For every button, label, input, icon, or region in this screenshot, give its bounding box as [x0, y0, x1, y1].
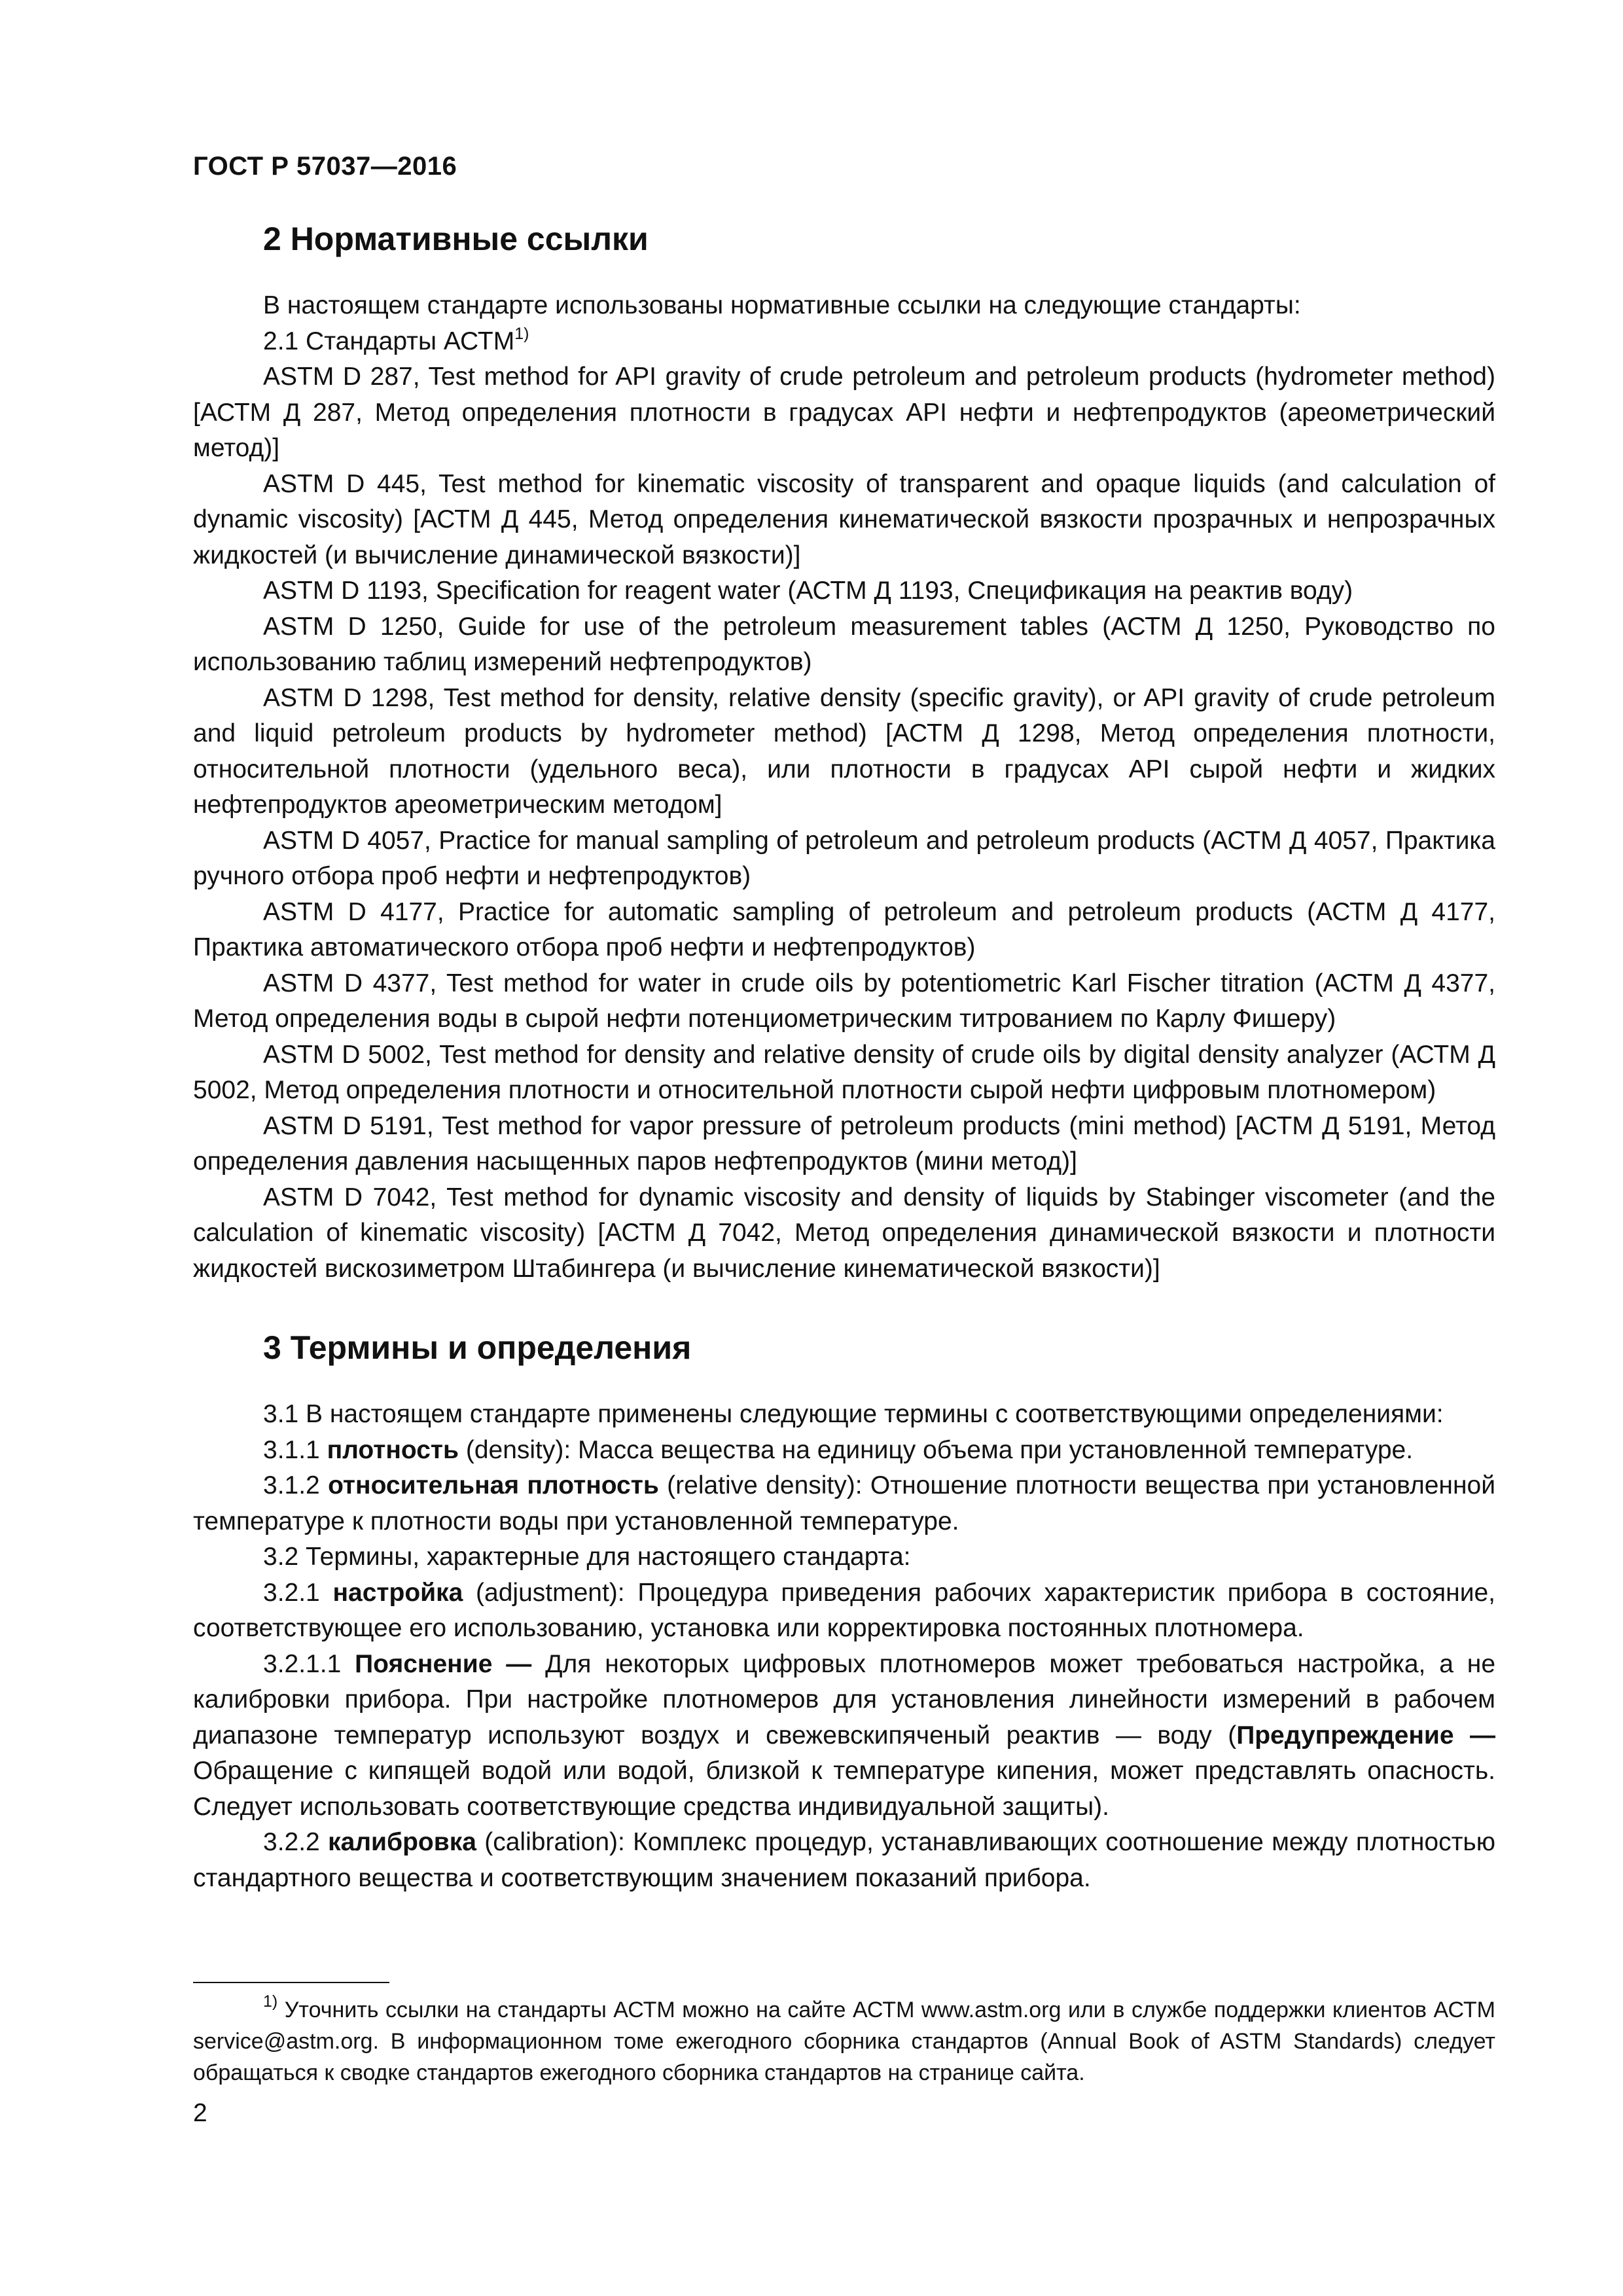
- footnote-text: Уточнить ссылки на стандарты АСТМ можно на сайте АСТМ www.astm.org или в службе поддержки клиентов АСТМ service@astm.org. В информационном томе ежегодного сборника стандартов (Annual Book of ASTM Standards) следует обращаться к сводке стандартов ежегодного сборника стандартов на странице сайта.: [193, 1998, 1495, 2085]
- clause-3-1: 3.1 В настоящем стандарте применены следующие термины с соответствующими определениями:: [263, 1400, 1444, 1428]
- reference-item: ASTM D 287, Test method for API gravity of crude petroleum and petroleum products (hydrometer method) [АСТМ Д 287, Метод определения плотности в градусах API нефти и нефтепродуктов (ареометрический метод)]: [193, 363, 1495, 462]
- clause-number: 3.2.1.1: [263, 1649, 342, 1678]
- definition: (density): Масса вещества на единицу объема при установленной температуре.: [459, 1435, 1414, 1464]
- definition: (calibration): Комплекс процедур, устанавливающих соотношение между плотностью стандартного вещества и соответствующим значением показаний прибора.: [193, 1828, 1495, 1892]
- page-content: [193, 216, 1495, 1896]
- reference-item: ASTM D 4377, Test method for water in crude oils by potentiometric Karl Fischer titration (АСТМ Д 4377, Метод определения воды в сырой нефти потенциометрическим титрованием по Карлу Фишеру): [193, 969, 1495, 1033]
- note-label: Пояснение —: [355, 1649, 532, 1678]
- clause-number: 3.1.2: [263, 1471, 320, 1499]
- clause-3-1-2: [193, 1468, 1495, 1539]
- clause-3-1-1: [193, 1433, 1495, 1469]
- reference-item: ASTM D 4177, Practice for automatic sampling of petroleum and petroleum products (АСТМ Д 4177, Практика автоматического отбора проб нефти и нефтепродуктов): [193, 897, 1495, 961]
- reference-item: ASTM D 4057, Practice for manual sampling of petroleum and petroleum products (АСТМ Д 4057, Практика ручного отбора проб нефти и нефтепродуктов): [193, 826, 1495, 890]
- reference-item: ASTM D 7042, Test method for dynamic viscosity and density of liquids by Stabinger viscometer (and the calculation of kinematic viscosity) [АСТМ Д 7042, Метод определения динамической вязкости и плотности жидкостей вискозиметром Штабингера (и вычисление кинематической вязкости)]: [193, 1183, 1495, 1283]
- clause-3-2-2: [193, 1825, 1495, 1896]
- footnote-divider: [193, 1982, 389, 1983]
- term: калибровка: [328, 1828, 476, 1856]
- clause-3-2-1: [193, 1575, 1495, 1647]
- reference-item: ASTM D 1250, Guide for use of the petroleum measurement tables (АСТМ Д 1250, Руководство по использованию таблиц измерений нефтепродуктов): [193, 612, 1495, 676]
- subsection-2-1: [193, 324, 1495, 360]
- subsection-2-1-label: 2.1 Стандарты АСТМ: [263, 327, 515, 355]
- definition: (adjustment): Процедура приведения рабочих характеристик прибора в состояние, соответствующее его использованию, установка или корректировка постоянных плотномера.: [193, 1578, 1496, 1642]
- section-2-heading: 2 Нормативные ссылки: [263, 221, 649, 257]
- clause-number: 3.2.2: [263, 1828, 320, 1856]
- reference-item: ASTM D 5002, Test method for density and relative density of crude oils by digital density analyzer (АСТМ Д 5002, Метод определения плотности и относительной плотности сырой нефти цифровым плотномером): [193, 1040, 1495, 1104]
- definition: (relative density): Отношение плотности вещества при установленной температуре к плотности воды при установленной температуре.: [193, 1471, 1495, 1535]
- section-2-intro: В настоящем стандарте использованы нормативные ссылки на следующие стандарты:: [263, 291, 1301, 319]
- footnote-reference: 1): [514, 324, 529, 343]
- reference-item: ASTM D 1193, Specification for reagent water (АСТМ Д 1193, Спецификация на реактив воду): [263, 577, 1353, 605]
- reference-item: ASTM D 5191, Test method for vapor pressure of petroleum products (mini method) [АСТМ Д 5191, Метод определения давления насыщенных паров нефтепродуктов (мини метод)]: [193, 1111, 1495, 1175]
- clause-number: 3.2.1: [263, 1578, 320, 1607]
- reference-item: ASTM D 1298, Test method for density, relative density (specific gravity), or API gravity of crude petroleum and liquid petroleum products by hydrometer method) [АСТМ Д 1298, Метод определения плотности, относительной плотности (удельного веса), или плотности в градусах API сырой нефти и жидких нефтепродуктов ареометрическим методом]: [193, 683, 1495, 819]
- clause-number: 3.1.1: [263, 1435, 320, 1464]
- warning-label: Предупреждение —: [1236, 1721, 1495, 1749]
- term: плотность: [327, 1435, 459, 1464]
- clause-3-2-1-1: [193, 1647, 1495, 1825]
- reference-item: ASTM D 445, Test method for kinematic viscosity of transparent and opaque liquids (and calculation of dynamic viscosity) [АСТМ Д 445, Метод определения кинематической вязкости прозрачных и непрозрачных жидкостей (и вычисление динамической вязкости)]: [193, 469, 1495, 569]
- footnote: [193, 1994, 1495, 2089]
- footnote-mark: 1): [263, 1992, 278, 2011]
- page-number: 2: [193, 2099, 207, 2127]
- warning-text: Обращение с кипящей водой или водой, близкой к температуре кипения, может представлять опасность. Следует использовать соответствующие средства индивидуальной защиты).: [193, 1757, 1495, 1821]
- note-text: Для некоторых цифровых плотномеров может требоваться настройка, а не калибровки прибора. При настройке плотномеров для установления линейности измерений в рабочем диапазоне температур используют воздух и свежевскипяченый реактив — воду (: [193, 1649, 1496, 1749]
- term: относительная плотность: [328, 1471, 659, 1499]
- term: настройка: [332, 1578, 463, 1607]
- section-3-heading: 3 Термины и определения: [263, 1329, 692, 1366]
- document-id-header: ГОСТ Р 57037—2016: [193, 152, 457, 181]
- clause-3-2: 3.2 Термины, характерные для настоящего стандарта:: [263, 1543, 911, 1571]
